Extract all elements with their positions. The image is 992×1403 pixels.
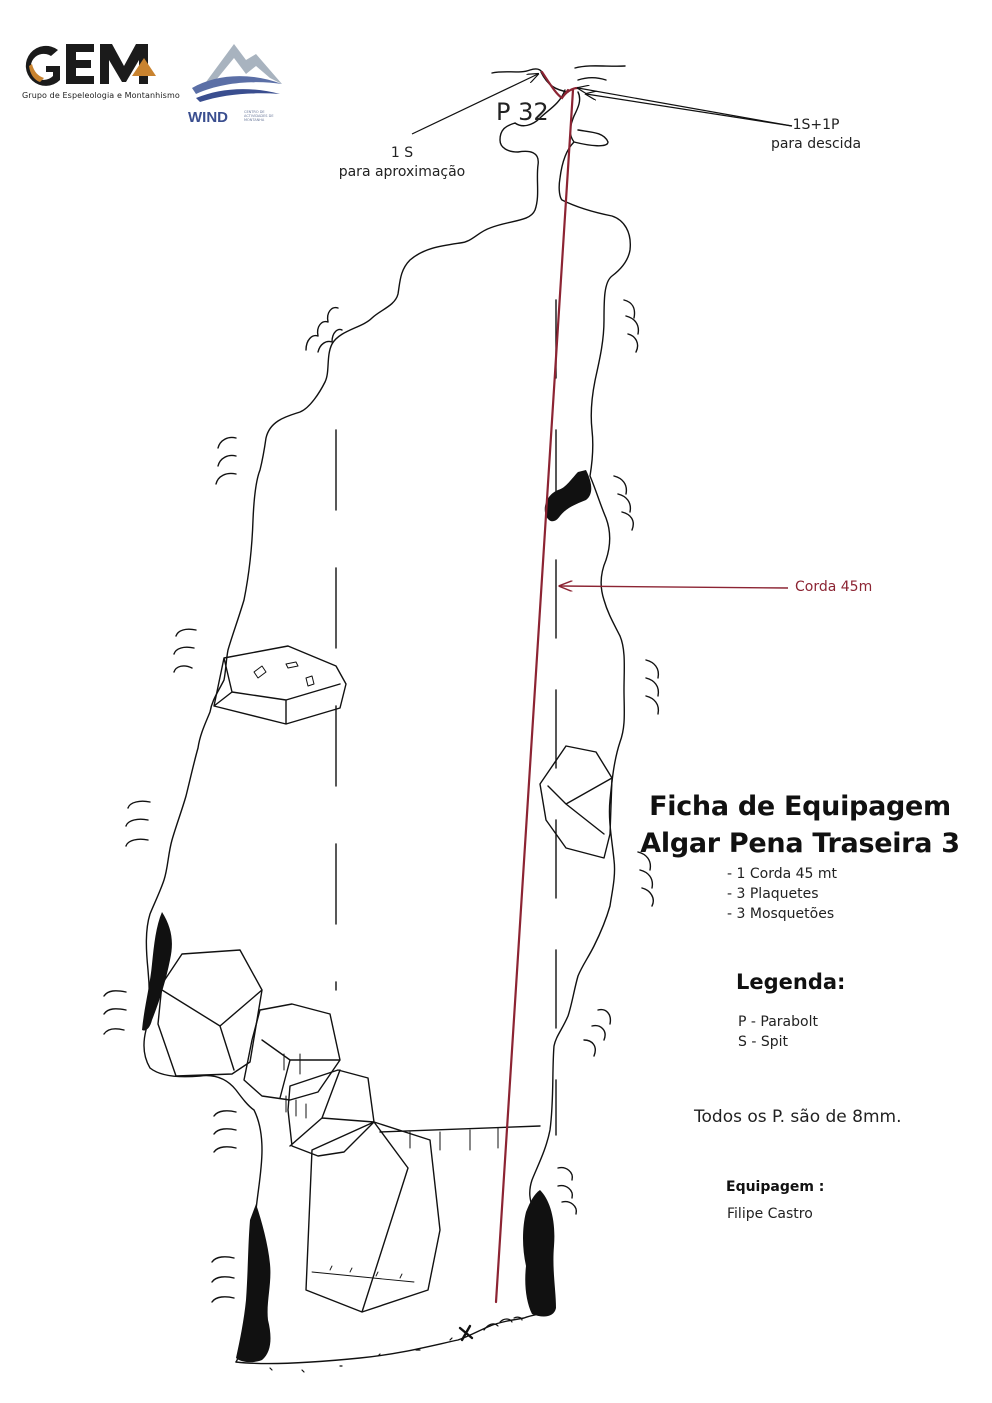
wind-logo-subtitle: CENTRO DE ACTIVIDADES DE MONTANHA (244, 110, 274, 122)
ledge-line (380, 1126, 540, 1132)
boulder-large-lower (306, 1122, 440, 1312)
right-wall-hatching (558, 300, 658, 1214)
black-rock-mid-right (545, 470, 592, 521)
wind-logo-name: WIND (188, 109, 228, 126)
surface-right (575, 66, 625, 68)
sheet-title (640, 788, 960, 862)
legend-item: P - Parabolt (738, 1014, 818, 1030)
right-cave-wall (530, 92, 631, 1210)
black-rock-left-lower (236, 1204, 270, 1362)
equipment-by-name: Filipe Castro (727, 1206, 813, 1222)
descent-anchor-count: 1S+1P (792, 117, 840, 133)
boulder-cluster-1 (158, 950, 262, 1076)
left-wall-hatching (104, 308, 342, 1302)
boulder-right-mid (540, 746, 612, 858)
approach-anchor-label (330, 144, 474, 182)
surface-left (492, 69, 542, 73)
equipment-by-label: Equipagem : (726, 1179, 825, 1195)
gem-logo-subtitle: Grupo de Espeleologia e Montanhismo (22, 91, 180, 100)
descent-anchor-purpose: para descida (770, 136, 862, 152)
rope-line (496, 90, 573, 1302)
sheet-title-line1: Ficha de Equipagem (649, 791, 951, 822)
boulder-cluster-3 (288, 1070, 374, 1156)
rope (496, 72, 578, 1302)
approach-anchor-count: 1 S (390, 145, 414, 161)
black-rock-right-lower (523, 1190, 556, 1316)
equipment-item: - 3 Plaquetes (727, 886, 819, 902)
legend-title: Legenda: (736, 970, 846, 994)
rope-label-pointer (560, 586, 788, 588)
descent-anchor-label (756, 116, 876, 154)
pitch-label: P 32 (496, 98, 549, 126)
legend-item: S - Spit (738, 1034, 788, 1050)
equipment-item: - 1 Corda 45 mt (727, 866, 838, 882)
anchor-size-note: Todos os P. são de 8mm. (694, 1107, 902, 1127)
surface-right-2 (578, 78, 606, 80)
boulder-flat (214, 646, 346, 724)
sheet-title-line2: Algar Pena Traseira 3 (640, 828, 960, 859)
cave-floor (236, 1326, 490, 1364)
equipment-list (727, 864, 837, 924)
rope-label: Corda 45m (795, 579, 873, 595)
approach-anchor-purpose: para aproximação (338, 164, 466, 180)
equipment-item: - 3 Mosquetões (727, 906, 835, 922)
floor-pebbles (270, 1317, 522, 1372)
legend-list (738, 1012, 818, 1052)
